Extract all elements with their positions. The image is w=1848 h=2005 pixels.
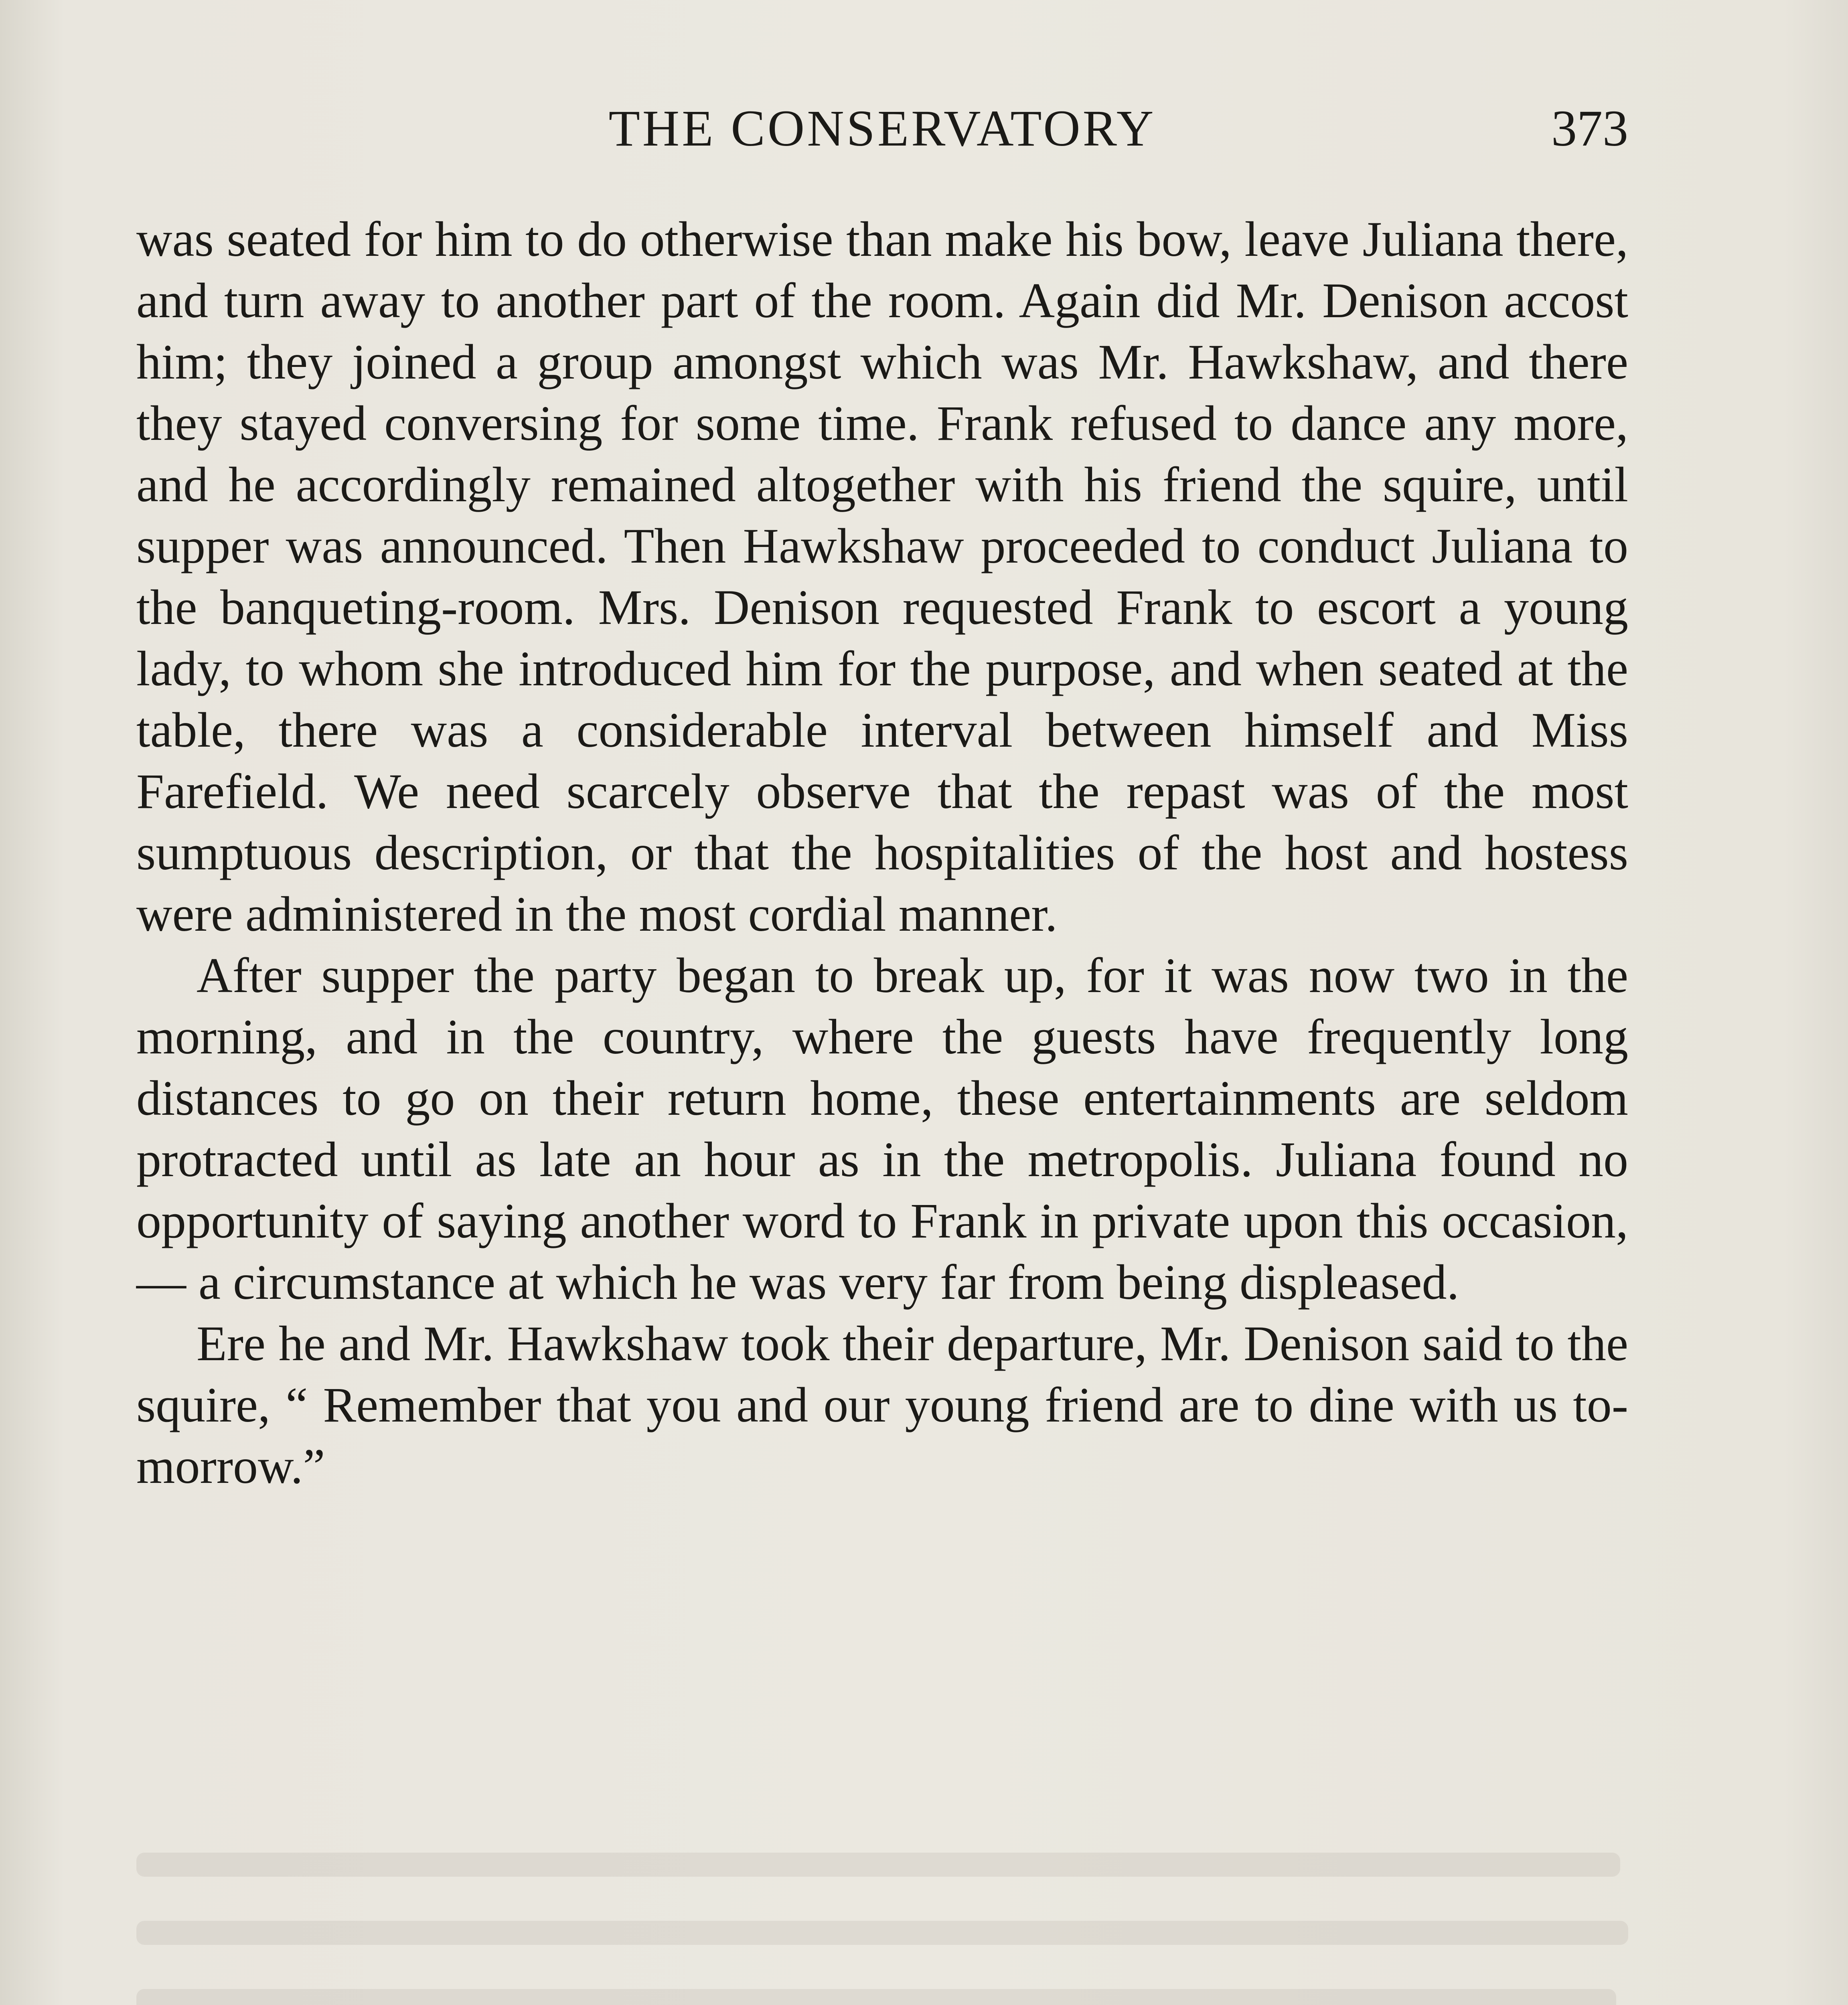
paragraph-2: After supper the party began to break up, for it was now two in the morning, and in the country, where the guests have frequently long distances to go on their return home, these entertainments are seldom protracted until as late an hour as in the metropolis. Juliana found no opportunity of saying another word to Frank in private upon this occasion, — a circumstance at which he was very far from being displeased. <box>136 948 1628 1310</box>
paragraph-3: Ere he and Mr. Hawkshaw took their departure, Mr. Denison said to the squire, “ Remember that you and our young friend are to dine with us to-morrow.” <box>136 1316 1628 1494</box>
page-header <box>136 94 1628 162</box>
show-through-text <box>136 1853 1628 2005</box>
running-head: THE CONSERVATORY <box>608 100 1156 157</box>
paragraph-1: was seated for him to do otherwise than make his bow, leave Juliana there, and turn away to another part of the room. Again did Mr. Denison accost him; they joined a group amongst which was Mr. Hawkshaw, and there they stayed conversing for some time. Frank refused to dance any more, and he accordingly remained altogether with his friend the squire, until supper was announced. Then Hawkshaw proceeded to conduct Juliana to the banqueting-room. Mrs. Denison requested Frank to escort a young lady, to whom she introduced him for the purpose, and when seated at the table, there was a considerable interval between himself and Miss Farefield. We need scarcely observe that the repast was of the most sumptuous description, or that the hospitalities of the host and hostess were administered in the most cordial manner. <box>136 212 1628 942</box>
page-number: 373 <box>1551 100 1628 157</box>
body-text <box>136 209 1628 1497</box>
